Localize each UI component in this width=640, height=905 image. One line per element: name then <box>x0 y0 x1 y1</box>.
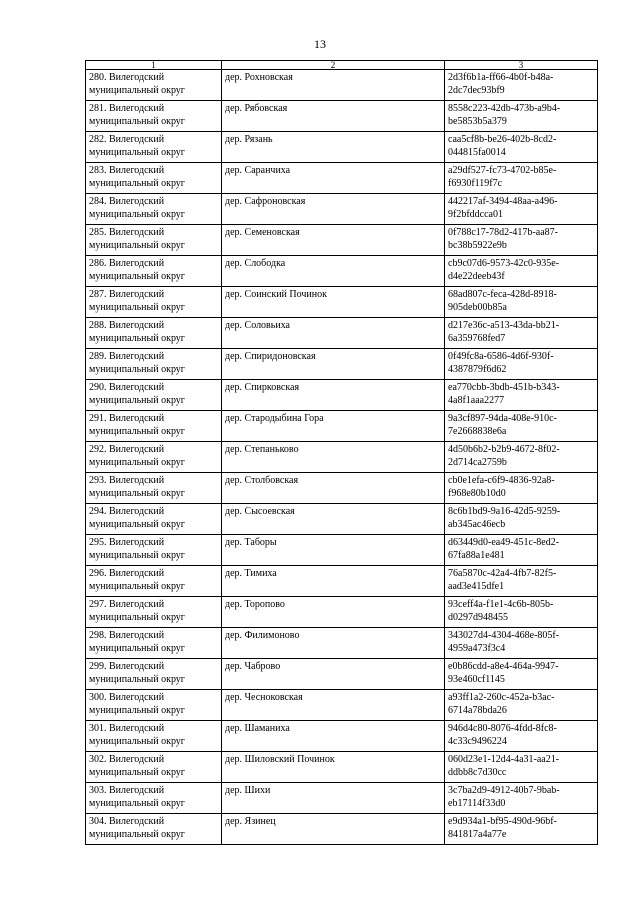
table-row <box>86 535 598 566</box>
municipality-name <box>89 350 218 363</box>
guid-cell <box>445 597 598 628</box>
guid-part-2: bc38b5922e9b <box>448 240 507 251</box>
row-number: 282. <box>89 134 107 145</box>
guid-cell <box>445 380 598 411</box>
guid-cell <box>445 411 598 442</box>
row-number: 300. <box>89 692 107 703</box>
district-type: муниципальный округ <box>89 457 185 468</box>
table-row <box>86 163 598 194</box>
guid-part-2: 841817a4a77e <box>448 829 507 840</box>
municipality-cell <box>86 628 222 659</box>
guid-part-1: caa5cf8b-be26-402b-8cd2- <box>448 134 557 145</box>
district-name: Вилегодский <box>109 227 165 238</box>
municipality-name <box>89 598 218 611</box>
district-name: Вилегодский <box>109 289 165 300</box>
municipality-cell <box>86 721 222 752</box>
settlement-name: дер. Спиридоновская <box>222 349 445 380</box>
guid-part-2: aad3e415dfe1 <box>448 581 505 592</box>
municipality-cell <box>86 380 222 411</box>
row-number: 296. <box>89 568 107 579</box>
guid-part-2: 2dc7dec93bf9 <box>448 85 505 96</box>
municipality-name <box>89 288 218 301</box>
table-row <box>86 70 598 101</box>
district-type: муниципальный округ <box>89 705 185 716</box>
settlement-name: дер. Шихи <box>222 783 445 814</box>
guid-part-2: ddbb8c7d30cc <box>448 767 507 778</box>
district-name: Вилегодский <box>109 537 165 548</box>
municipality-cell <box>86 690 222 721</box>
row-number: 303. <box>89 785 107 796</box>
guid-part-1: 8558c223-42db-473b-a9b4- <box>448 103 561 114</box>
district-type: муниципальный округ <box>89 829 185 840</box>
municipality-cell <box>86 783 222 814</box>
district-type: муниципальный округ <box>89 302 185 313</box>
municipality-name <box>89 443 218 456</box>
table-row <box>86 783 598 814</box>
district-name: Вилегодский <box>109 382 165 393</box>
settlement-name: дер. Чесноковская <box>222 690 445 721</box>
district-type: муниципальный округ <box>89 364 185 375</box>
municipality-name <box>89 257 218 270</box>
guid-part-2: be5853b5a379 <box>448 116 507 127</box>
settlement-name: дер. Торопово <box>222 597 445 628</box>
guid-part-1: 0f49fc8a-6586-4d6f-930f- <box>448 351 554 362</box>
guid-cell <box>445 814 598 845</box>
settlement-name: дер. Сысоевская <box>222 504 445 535</box>
district-name: Вилегодский <box>109 506 165 517</box>
settlement-name: дер. Семеновская <box>222 225 445 256</box>
guid-part-1: d217e36c-a513-43da-bb21- <box>448 320 560 331</box>
guid-part-2: 4c33c9496224 <box>448 736 507 747</box>
guid-part-1: e9d934a1-bf95-490d-96bf- <box>448 816 557 827</box>
row-number: 302. <box>89 754 107 765</box>
row-number: 295. <box>89 537 107 548</box>
table-row <box>86 597 598 628</box>
district-type: муниципальный округ <box>89 116 185 127</box>
guid-part-1: 0f788c17-78d2-417b-aa87- <box>448 227 558 238</box>
district-name: Вилегодский <box>109 754 165 765</box>
municipality-cell <box>86 535 222 566</box>
guid-part-2: d0297d948455 <box>448 612 508 623</box>
municipality-name <box>89 412 218 425</box>
row-number: 297. <box>89 599 107 610</box>
district-name: Вилегодский <box>109 134 165 145</box>
district-type: муниципальный округ <box>89 550 185 561</box>
guid-cell <box>445 225 598 256</box>
municipality-cell <box>86 659 222 690</box>
settlement-name: дер. Спирковская <box>222 380 445 411</box>
page-number: 13 <box>314 37 326 51</box>
row-number: 301. <box>89 723 107 734</box>
row-number: 280. <box>89 72 107 83</box>
settlement-name: дер. Стародыбина Гора <box>222 411 445 442</box>
guid-part-2: f6930f119f7c <box>448 178 503 189</box>
guid-part-1: 2d3f6b1a-ff66-4b0f-b48a- <box>448 72 554 83</box>
district-type: муниципальный округ <box>89 85 185 96</box>
municipality-name <box>89 133 218 146</box>
table-row <box>86 256 598 287</box>
district-name: Вилегодский <box>109 351 165 362</box>
settlement-register-table <box>85 60 598 845</box>
municipality-cell <box>86 287 222 318</box>
municipality-cell <box>86 473 222 504</box>
settlement-name: дер. Рохновская <box>222 70 445 101</box>
settlement-name: дер. Соловьиха <box>222 318 445 349</box>
municipality-cell <box>86 752 222 783</box>
guid-part-2: 044815fa0014 <box>448 147 506 158</box>
district-name: Вилегодский <box>109 72 165 83</box>
municipality-name <box>89 629 218 642</box>
row-number: 287. <box>89 289 107 300</box>
row-number: 283. <box>89 165 107 176</box>
settlement-name: дер. Шаманиха <box>222 721 445 752</box>
guid-cell <box>445 318 598 349</box>
municipality-cell <box>86 70 222 101</box>
row-number: 281. <box>89 103 107 114</box>
settlement-name: дер. Язинец <box>222 814 445 845</box>
table-row <box>86 101 598 132</box>
district-type: муниципальный округ <box>89 488 185 499</box>
guid-part-2: 7e2668838e6a <box>448 426 507 437</box>
guid-cell <box>445 504 598 535</box>
table-row <box>86 473 598 504</box>
guid-cell <box>445 287 598 318</box>
settlement-name: дер. Шиловский Починок <box>222 752 445 783</box>
guid-part-1: ea770cbb-3bdb-451b-b343- <box>448 382 560 393</box>
settlement-name: дер. Соинский Починок <box>222 287 445 318</box>
district-type: муниципальный округ <box>89 333 185 344</box>
guid-part-2: 4a8f1aaa2277 <box>448 395 505 406</box>
district-name: Вилегодский <box>109 413 165 424</box>
district-name: Вилегодский <box>109 661 165 672</box>
table-row <box>86 721 598 752</box>
column-header-2: 2 <box>222 61 445 70</box>
guid-cell <box>445 752 598 783</box>
guid-cell <box>445 628 598 659</box>
settlement-name: дер. Слободка <box>222 256 445 287</box>
settlement-name: дер. Чаброво <box>222 659 445 690</box>
guid-part-2: 4959a473f3c4 <box>448 643 506 654</box>
guid-part-2: 9f2bfddcca01 <box>448 209 503 220</box>
column-header-1: 1 <box>86 61 222 70</box>
guid-part-1: 946d4c80-8076-4fdd-8fc8- <box>448 723 557 734</box>
district-name: Вилегодский <box>109 165 165 176</box>
guid-part-1: d63449d0-ea49-451c-8ed2- <box>448 537 560 548</box>
municipality-name <box>89 753 218 766</box>
district-name: Вилегодский <box>109 103 165 114</box>
guid-part-2: 6714a78bda26 <box>448 705 507 716</box>
settlement-name: дер. Сафроновская <box>222 194 445 225</box>
table-body <box>86 70 598 845</box>
municipality-cell <box>86 318 222 349</box>
row-number: 288. <box>89 320 107 331</box>
guid-cell <box>445 473 598 504</box>
district-type: муниципальный округ <box>89 612 185 623</box>
row-number: 285. <box>89 227 107 238</box>
district-type: муниципальный округ <box>89 581 185 592</box>
row-number: 298. <box>89 630 107 641</box>
district-type: муниципальный округ <box>89 395 185 406</box>
guid-part-1: 442217af-3494-48aa-a496- <box>448 196 558 207</box>
guid-part-2: 67fa88a1e481 <box>448 550 505 561</box>
municipality-cell <box>86 163 222 194</box>
guid-part-1: 76a5870c-42a4-4fb7-82f5- <box>448 568 557 579</box>
municipality-cell <box>86 194 222 225</box>
guid-cell <box>445 256 598 287</box>
guid-part-1: 4d50b6b2-b2b9-4672-8f02- <box>448 444 560 455</box>
table-row <box>86 566 598 597</box>
row-number: 286. <box>89 258 107 269</box>
municipality-cell <box>86 814 222 845</box>
municipality-name <box>89 784 218 797</box>
district-type: муниципальный округ <box>89 209 185 220</box>
district-name: Вилегодский <box>109 692 165 703</box>
municipality-name <box>89 474 218 487</box>
guid-part-1: 8c6b1bd9-9a16-42d5-9259- <box>448 506 561 517</box>
guid-cell <box>445 690 598 721</box>
settlement-name: дер. Тимиха <box>222 566 445 597</box>
row-number: 289. <box>89 351 107 362</box>
table-row <box>86 411 598 442</box>
municipality-cell <box>86 442 222 473</box>
district-type: муниципальный округ <box>89 426 185 437</box>
table-row <box>86 690 598 721</box>
settlement-name: дер. Рязань <box>222 132 445 163</box>
column-number-row <box>86 61 598 70</box>
settlement-name: дер. Степаньково <box>222 442 445 473</box>
table-row <box>86 132 598 163</box>
table-row <box>86 380 598 411</box>
district-type: муниципальный округ <box>89 798 185 809</box>
guid-cell <box>445 721 598 752</box>
settlement-name: дер. Столбовская <box>222 473 445 504</box>
row-number: 291. <box>89 413 107 424</box>
municipality-name <box>89 164 218 177</box>
municipality-cell <box>86 597 222 628</box>
guid-cell <box>445 566 598 597</box>
municipality-name <box>89 381 218 394</box>
row-number: 292. <box>89 444 107 455</box>
district-type: муниципальный округ <box>89 674 185 685</box>
row-number: 293. <box>89 475 107 486</box>
municipality-name <box>89 195 218 208</box>
district-type: муниципальный округ <box>89 178 185 189</box>
guid-cell <box>445 783 598 814</box>
guid-part-1: 060d23e1-12d4-4a31-aa21- <box>448 754 560 765</box>
district-name: Вилегодский <box>109 630 165 641</box>
table-row <box>86 442 598 473</box>
column-header-3: 3 <box>445 61 598 70</box>
district-name: Вилегодский <box>109 475 165 486</box>
municipality-name <box>89 691 218 704</box>
guid-cell <box>445 535 598 566</box>
district-type: муниципальный округ <box>89 240 185 251</box>
row-number: 294. <box>89 506 107 517</box>
municipality-name <box>89 722 218 735</box>
district-name: Вилегодский <box>109 320 165 331</box>
table-row <box>86 287 598 318</box>
guid-part-1: 68ad807c-feca-428d-8918- <box>448 289 557 300</box>
settlement-name: дер. Филимоново <box>222 628 445 659</box>
table-row <box>86 752 598 783</box>
district-name: Вилегодский <box>109 816 165 827</box>
table-row <box>86 628 598 659</box>
municipality-cell <box>86 132 222 163</box>
guid-part-2: eb17114f33d0 <box>448 798 506 809</box>
municipality-name <box>89 71 218 84</box>
row-number: 284. <box>89 196 107 207</box>
settlement-name: дер. Саранчиха <box>222 163 445 194</box>
guid-part-1: cb9c07d6-9573-42c0-935e- <box>448 258 560 269</box>
municipality-name <box>89 102 218 115</box>
guid-part-1: a93ff1a2-260c-452a-b3ac- <box>448 692 555 703</box>
table-row <box>86 504 598 535</box>
guid-part-2: 4387879f6d62 <box>448 364 507 375</box>
district-type: муниципальный округ <box>89 767 185 778</box>
district-type: муниципальный округ <box>89 519 185 530</box>
guid-part-1: e0b86cdd-a8e4-464a-9947- <box>448 661 559 672</box>
guid-part-2: f968e80b10d0 <box>448 488 506 499</box>
municipality-cell <box>86 225 222 256</box>
district-type: муниципальный округ <box>89 147 185 158</box>
municipality-cell <box>86 349 222 380</box>
guid-cell <box>445 70 598 101</box>
table-row <box>86 194 598 225</box>
guid-part-1: cb0e1efa-c6f9-4836-92a8- <box>448 475 555 486</box>
municipality-cell <box>86 411 222 442</box>
guid-part-1: 343027d4-4304-468e-805f- <box>448 630 560 641</box>
guid-cell <box>445 163 598 194</box>
district-name: Вилегодский <box>109 444 165 455</box>
guid-cell <box>445 132 598 163</box>
row-number: 290. <box>89 382 107 393</box>
guid-cell <box>445 659 598 690</box>
municipality-cell <box>86 101 222 132</box>
table-row <box>86 659 598 690</box>
row-number: 299. <box>89 661 107 672</box>
municipality-name <box>89 319 218 332</box>
guid-part-2: ab345ac46ecb <box>448 519 506 530</box>
table-row <box>86 814 598 845</box>
district-name: Вилегодский <box>109 196 165 207</box>
guid-part-2: 905deb00b85a <box>448 302 507 313</box>
guid-cell <box>445 442 598 473</box>
guid-cell <box>445 101 598 132</box>
municipality-cell <box>86 256 222 287</box>
guid-part-2: 6a359768fed7 <box>448 333 506 344</box>
municipality-cell <box>86 566 222 597</box>
guid-part-2: 93e460cf1145 <box>448 674 505 685</box>
guid-part-1: 9a3cf897-94da-408e-910c- <box>448 413 557 424</box>
municipality-cell <box>86 504 222 535</box>
settlement-name: дер. Таборы <box>222 535 445 566</box>
settlement-name: дер. Рябовская <box>222 101 445 132</box>
municipality-name <box>89 660 218 673</box>
table-row <box>86 349 598 380</box>
table-row <box>86 225 598 256</box>
guid-part-2: d4e22deeb43f <box>448 271 505 282</box>
municipality-name <box>89 567 218 580</box>
guid-cell <box>445 349 598 380</box>
municipality-name <box>89 226 218 239</box>
district-name: Вилегодский <box>109 568 165 579</box>
guid-cell <box>445 194 598 225</box>
district-type: муниципальный округ <box>89 271 185 282</box>
table-row <box>86 318 598 349</box>
row-number: 304. <box>89 816 107 827</box>
district-type: муниципальный округ <box>89 643 185 654</box>
municipality-name <box>89 505 218 518</box>
guid-part-1: a29df527-fc73-4702-b85e- <box>448 165 557 176</box>
district-name: Вилегодский <box>109 723 165 734</box>
district-type: муниципальный округ <box>89 736 185 747</box>
district-name: Вилегодский <box>109 258 165 269</box>
district-name: Вилегодский <box>109 599 165 610</box>
municipality-name <box>89 536 218 549</box>
guid-part-2: 2d714ca2759b <box>448 457 507 468</box>
guid-part-1: 93ceff4a-f1e1-4c6b-805b- <box>448 599 554 610</box>
guid-part-1: 3c7ba2d9-4912-40b7-9bab- <box>448 785 560 796</box>
municipality-name <box>89 815 218 828</box>
district-name: Вилегодский <box>109 785 165 796</box>
